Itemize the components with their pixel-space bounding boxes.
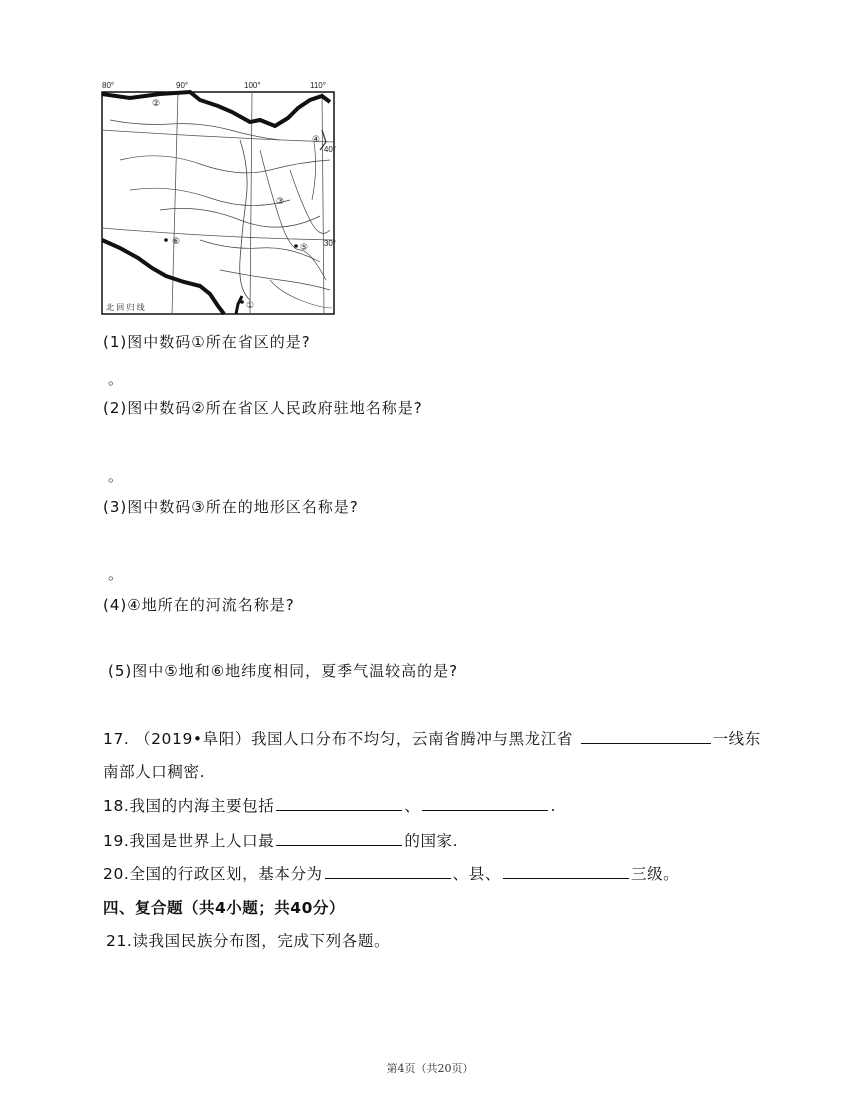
lon-label-90: 90°	[176, 81, 189, 90]
q19	[103, 829, 458, 851]
q19-blank[interactable]	[276, 829, 402, 846]
q17-line1	[103, 727, 761, 749]
q21: 21.读我国民族分布图，完成下列各题。	[106, 932, 391, 950]
q18-end: .	[550, 797, 556, 815]
q20-blank-2[interactable]	[503, 862, 629, 879]
lat-label-40: 40°	[323, 145, 336, 154]
lon-label-100: 100°	[244, 81, 261, 90]
marker-1-dot	[240, 300, 244, 304]
tropic-label: 北 回 归 线	[106, 303, 145, 312]
q16-sub2: (2)图中数码②所在省区人民政府驻地名称是?	[103, 399, 423, 417]
q18	[103, 794, 556, 816]
marker-5-dot	[294, 244, 298, 248]
marker-6-dot	[164, 238, 168, 242]
map-svg	[100, 80, 336, 316]
q19-text: 19.我国是世界上人口最	[103, 832, 275, 850]
q16-sub1-answer: 。	[108, 370, 125, 388]
lat-label-30: 30°	[323, 239, 336, 248]
q20-end: 三级。	[630, 865, 680, 883]
marker-4: ④	[312, 135, 321, 145]
marker-1: ①	[246, 301, 255, 311]
page-footer: 第4页（共20页）	[386, 1062, 474, 1075]
lon-label-110: 110°	[310, 81, 326, 90]
marker-5: ⑤	[300, 243, 309, 253]
china-southwest-map	[100, 80, 336, 316]
q16-sub4: (4)④地所在的河流名称是?	[103, 596, 295, 614]
lon-label-80: 80°	[102, 81, 115, 90]
q20-blank-1[interactable]	[325, 862, 451, 879]
q17-text-b: 一线东	[712, 730, 761, 748]
q18-text: 18.我国的内海主要包括	[103, 797, 275, 815]
marker-2: ②	[152, 99, 161, 109]
q20-text: 20.全国的行政区划，基本分为	[103, 865, 323, 883]
q17-text-a: 17. （2019•阜阳）我国人口分布不均匀，云南省腾冲与黑龙江省	[103, 730, 579, 748]
q18-blank-2[interactable]	[422, 794, 548, 811]
q16-sub2-answer: 。	[108, 467, 125, 485]
q16-sub3: (3)图中数码③所在的地形区名称是?	[103, 498, 359, 516]
q20-sep: 、县、	[452, 865, 501, 883]
marker-3: ③	[276, 197, 285, 207]
q18-sep: 、	[404, 797, 421, 815]
q16-sub5: (5)图中⑤地和⑥地纬度相同，夏季气温较高的是?	[108, 662, 459, 680]
q17-blank[interactable]	[581, 727, 711, 744]
q16-sub1: (1)图中数码①所在省区的是?	[103, 333, 311, 351]
map-frame	[102, 92, 334, 314]
q20	[103, 862, 679, 884]
q17-line2: 南部人口稠密.	[103, 763, 206, 781]
section-4-title: 四、复合题（共4小题；共40分）	[103, 899, 345, 917]
marker-6: ⑥	[172, 237, 181, 247]
q16-sub3-answer: 。	[108, 565, 125, 583]
q18-blank-1[interactable]	[276, 794, 402, 811]
q19-end: 的国家.	[404, 832, 459, 850]
